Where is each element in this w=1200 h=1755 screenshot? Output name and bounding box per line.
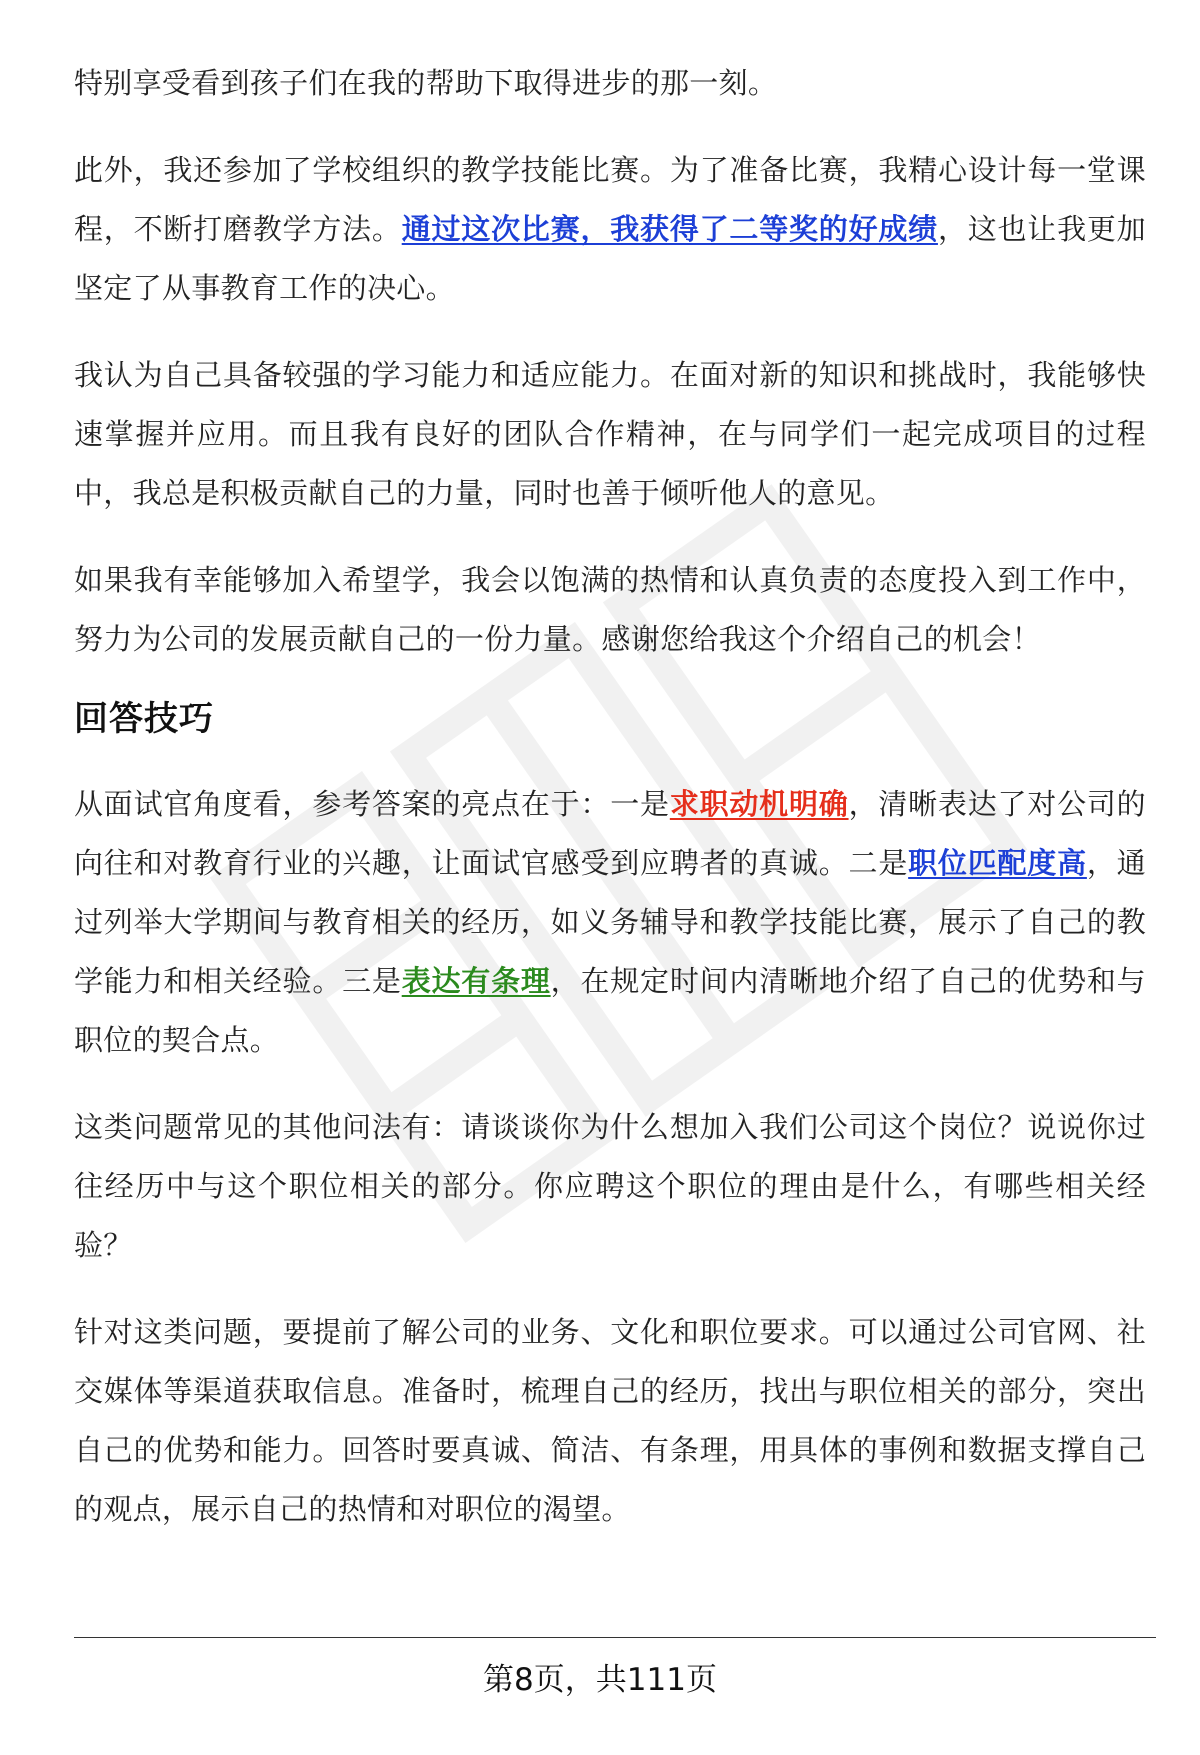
footer-divider <box>74 1637 1156 1638</box>
paragraph <box>74 1303 1146 1539</box>
paragraph <box>74 54 1146 113</box>
paragraph <box>74 346 1146 523</box>
paragraph-text: 针对这类问题，要提前了解公司的业务、文化和职位要求。可以通过公司官网、社交媒体等渠道获取信息。准备时，梳理自己的经历，找出与职位相关的部分，突出自己的优势和能力。回答时要真诚、简洁、有条理，用具体的事例和数据支撑自己的观点，展示自己的热情和对职位的渴望。 <box>74 1315 1146 1526</box>
highlight-red: 求职动机明确 <box>669 787 849 821</box>
paragraph-text: ，这也让我更加坚定了从事教育工作的决心。 <box>74 212 1146 305</box>
paragraph-text: ，通过列举大学期间与教育相关的经历，如义务辅导和教学技能比赛，展示了自己的教学能力和相关经验。三是 <box>74 846 1146 998</box>
section-title: 回答技巧 <box>74 699 214 739</box>
paragraph <box>74 551 1146 669</box>
document-page <box>74 54 1146 1567</box>
paragraph-text: 如果我有幸能够加入希望学，我会以饱满的热情和认真负责的态度投入到工作中，努力为公司的发展贡献自己的一份力量。感谢您给我这个介绍自己的机会！ <box>74 563 1146 656</box>
paragraph-text: 这类问题常见的其他问法有：请谈谈你为什么想加入我们公司这个岗位？说说你过往经历中与这个职位相关的部分。你应聘这个职位的理由是什么，有哪些相关经验？ <box>74 1110 1146 1262</box>
page-number: 第8页，共111页 <box>483 1662 717 1698</box>
answer-body <box>74 54 1146 669</box>
tips-body <box>74 775 1146 1539</box>
paragraph <box>74 1098 1146 1275</box>
paragraph-text: 从面试官角度看，参考答案的亮点在于：一是 <box>74 787 670 821</box>
paragraph-text: 特别享受看到孩子们在我的帮助下取得进步的那一刻。 <box>74 66 778 100</box>
paragraph-text: ，在规定时间内清晰地介绍了自己的优势和与职位的契合点。 <box>74 964 1146 1057</box>
highlight-blue: 职位匹配度高 <box>908 846 1087 880</box>
paragraph <box>74 775 1146 1070</box>
paragraph-text: ，清晰表达了对公司的向往和对教育行业的兴趣，让面试官感受到应聘者的真诚。二是 <box>74 787 1146 880</box>
paragraph <box>74 141 1146 318</box>
highlight-blue: 通过这次比赛，我获得了二等奖的好成绩 <box>401 212 938 246</box>
highlight-green: 表达有条理 <box>401 964 551 998</box>
paragraph-text: 我认为自己具备较强的学习能力和适应能力。在面对新的知识和挑战时，我能够快速掌握并应用。而且我有良好的团队合作精神，在与同学们一起完成项目的过程中，我总是积极贡献自己的力量，同时也善于倾听他人的意见。 <box>74 358 1146 510</box>
paragraph-text: 此外，我还参加了学校组织的教学技能比赛。为了准备比赛，我精心设计每一堂课程，不断打磨教学方法。 <box>74 153 1146 246</box>
